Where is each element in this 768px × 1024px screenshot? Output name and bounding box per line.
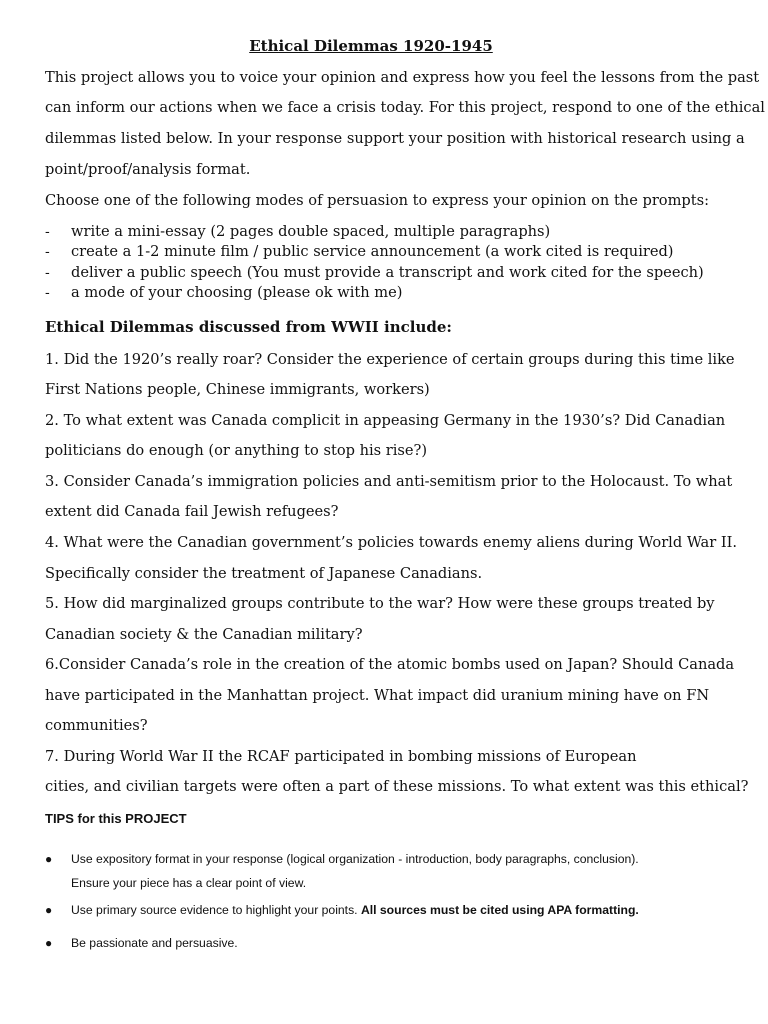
- dilemma-line: 4. What were the Canadian government’s policies towards enemy aliens during World War II.: [45, 534, 738, 551]
- dilemma-line: 5. How did marginalized groups contribute to the war? How were these groups treated by: [45, 595, 715, 612]
- modes-intro: Choose one of the following modes of persuasion to express your opinion on the prompts:: [45, 192, 710, 209]
- tip-item: Be passionate and persuasive.: [71, 936, 238, 950]
- dilemma-line: 6.Consider Canada’s role in the creation of the atomic bombs used on Japan? Should Canada: [45, 656, 735, 673]
- dash-marker: -: [45, 285, 50, 301]
- dilemma-line: extent did Canada fail Jewish refugees?: [45, 503, 339, 520]
- dilemma-line: Canadian society & the Canadian military?: [45, 626, 363, 643]
- tip-item-continued: Ensure your piece has a clear point of view.: [71, 876, 307, 890]
- intro-line: This project allows you to voice your opinion and express how you feel the lessons from the past: [45, 69, 760, 86]
- dilemma-line: have participated in the Manhattan project. What impact did uranium mining have on FN: [45, 687, 710, 704]
- tip-text: Use primary source evidence to highlight your points.: [71, 903, 361, 917]
- bullet-marker: ●: [45, 852, 53, 866]
- dash-marker: -: [45, 265, 50, 281]
- mode-item: write a mini-essay (2 pages double spaced, multiple paragraphs): [71, 223, 551, 240]
- mode-item: create a 1-2 minute film / public service announcement (a work cited is required): [71, 243, 674, 260]
- intro-line: point/proof/analysis format.: [45, 161, 251, 178]
- dilemma-line: First Nations people, Chinese immigrants, workers): [45, 381, 430, 398]
- dash-marker: -: [45, 224, 50, 240]
- dilemmas-heading: Ethical Dilemmas discussed from WWII include:: [45, 318, 452, 336]
- tip-item: [71, 901, 639, 919]
- bullet-marker: ●: [45, 903, 53, 917]
- bullet-marker: ●: [45, 936, 53, 950]
- dilemma-line: 2. To what extent was Canada complicit in appeasing Germany in the 1930’s? Did Canadian: [45, 412, 726, 429]
- mode-item: deliver a public speech (You must provide a transcript and work cited for the speech): [71, 264, 704, 281]
- intro-line: can inform our actions when we face a crisis today. For this project, respond to one of the ethical: [45, 99, 765, 116]
- mode-item: a mode of your choosing (please ok with me): [71, 284, 403, 301]
- dilemma-line: Specifically consider the treatment of Japanese Canadians.: [45, 565, 483, 582]
- dilemma-line: communities?: [45, 717, 148, 734]
- tip-emphasis: All sources must be cited using APA formatting.: [360, 903, 639, 917]
- dilemma-line: 7. During World War II the RCAF participated in bombing missions of European: [45, 748, 637, 765]
- tip-item: Use expository format in your response (logical organization - introduction, body paragraphs, conclusion).: [71, 852, 639, 866]
- intro-line: dilemmas listed below. In your response support your position with historical research using a: [45, 130, 745, 147]
- dilemma-line: politicians do enough (or anything to stop his rise?): [45, 442, 428, 459]
- tips-heading: TIPS for this PROJECT: [45, 811, 187, 826]
- dilemma-line: 1. Did the 1920’s really roar? Consider the experience of certain groups during this time like: [45, 351, 735, 368]
- dilemma-line: 3. Consider Canada’s immigration policies and anti-semitism prior to the Holocaust. To what: [45, 473, 733, 490]
- dilemma-line: cities, and civilian targets were often a part of these missions. To what extent was this ethical?: [45, 778, 749, 795]
- page-title: Ethical Dilemmas 1920-1945: [249, 37, 493, 55]
- dash-marker: -: [45, 244, 50, 260]
